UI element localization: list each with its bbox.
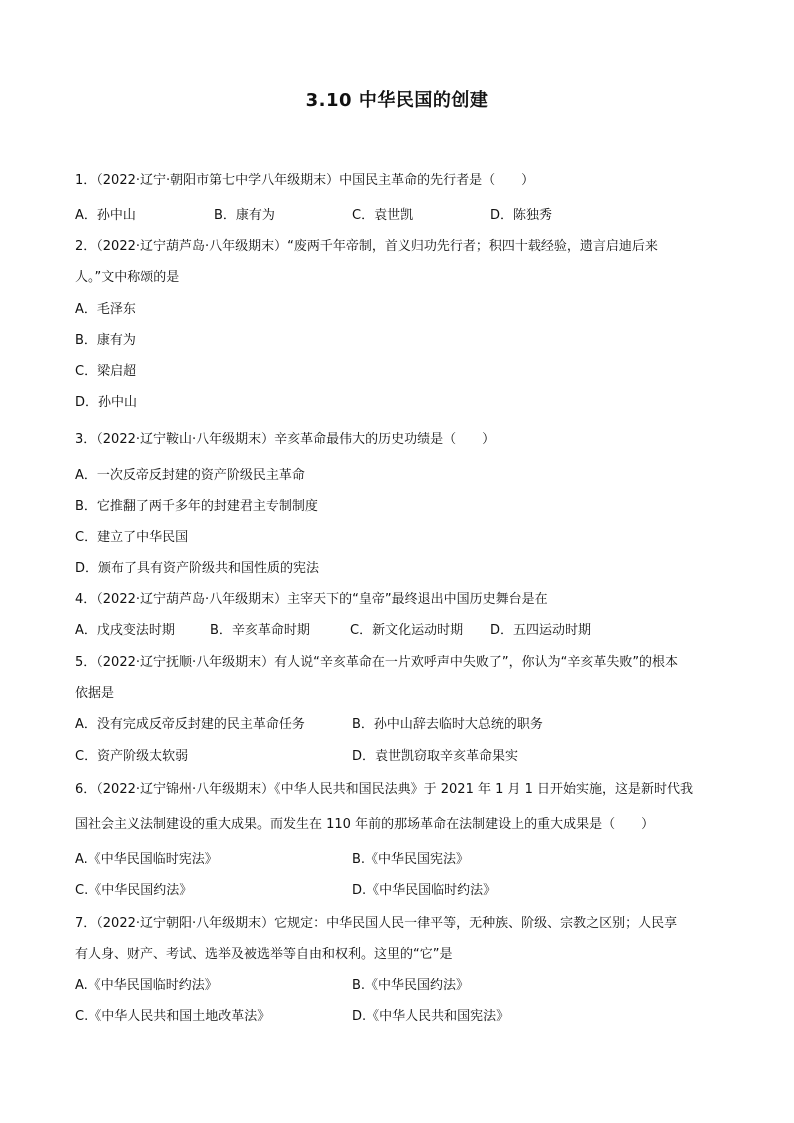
question-4-stem: 4．（2022·辽宁葫芦岛·八年级期末）主宰天下的“皇帝”最终退出中国历史舞台是在 bbox=[75, 592, 548, 607]
question-4-option-a: A．戊戌变法时期 bbox=[75, 623, 175, 638]
question-4-option-c: C．新文化运动时期 bbox=[350, 623, 464, 638]
question-1-option-c: C．袁世凯 bbox=[352, 208, 414, 223]
question-5-option-a: A．没有完成反帝反封建的民主革命任务 bbox=[75, 717, 305, 732]
question-1-option-a: A．孙中山 bbox=[75, 208, 136, 223]
question-1-option-d: D．陈独秀 bbox=[490, 208, 553, 223]
question-6-option-a: A.《中华民国临时宪法》 bbox=[75, 852, 218, 867]
question-5-option-b: B．孙中山辞去临时大总统的职务 bbox=[352, 717, 543, 732]
question-4-option-b: B．辛亥革命时期 bbox=[210, 623, 310, 638]
question-6-option-b: B.《中华民国宪法》 bbox=[352, 852, 470, 867]
question-7-option-b: B.《中华民国约法》 bbox=[352, 978, 470, 993]
question-7-stem-line-2: 有人身、财产、考试、选举及被选举等自由和权利。这里的“它”是 bbox=[75, 947, 453, 962]
question-6-option-d: D.《中华民国临时约法》 bbox=[352, 883, 497, 898]
question-6-stem-line-2: 国社会主义法制建设的重大成果。而发生在 110 年前的那场革命在法制建设上的重大成果是（ ） bbox=[75, 817, 655, 832]
question-5-option-d: D．袁世凯窃取辛亥革命果实 bbox=[352, 749, 519, 764]
question-3-option-c: C．建立了中华民国 bbox=[75, 530, 189, 545]
question-2-option-d: D．孙中山 bbox=[75, 395, 138, 410]
question-2-option-a: A．毛泽东 bbox=[75, 302, 136, 317]
question-2-stem-line-2: 人。”文中称颂的是 bbox=[75, 270, 180, 285]
question-2-stem-line-1: 2．（2022·辽宁葫芦岛·八年级期末）“废两千年帝制，首义归功先行者；积四十载经验，遗言启迪后来 bbox=[75, 239, 658, 254]
question-3-option-d: D．颁布了具有资产阶级共和国性质的宪法 bbox=[75, 561, 320, 576]
question-3-option-a: A．一次反帝反封建的资产阶级民主革命 bbox=[75, 468, 305, 483]
question-4-option-d: D．五四运动时期 bbox=[490, 623, 592, 638]
page-title: 3.10 中华民国的创建 bbox=[305, 90, 489, 111]
question-7-option-a: A.《中华民国临时约法》 bbox=[75, 978, 218, 993]
question-5-option-c: C．资产阶级太软弱 bbox=[75, 749, 189, 764]
question-3-option-b: B．它推翻了两千多年的封建君主专制制度 bbox=[75, 499, 318, 514]
question-3-stem: 3．（2022·辽宁鞍山·八年级期末）辛亥革命最伟大的历史功绩是（ ） bbox=[75, 432, 496, 447]
question-1-option-b: B．康有为 bbox=[214, 208, 275, 223]
question-7-option-c: C.《中华人民共和国土地改革法》 bbox=[75, 1009, 271, 1024]
question-5-stem-line-2: 依据是 bbox=[75, 686, 115, 701]
question-2-option-c: C．梁启超 bbox=[75, 364, 137, 379]
question-1-stem: 1．（2022·辽宁·朝阳市第七中学八年级期末）中国民主革命的先行者是（ ） bbox=[75, 173, 535, 188]
question-6-option-c: C.《中华民国约法》 bbox=[75, 883, 193, 898]
question-7-option-d: D.《中华人民共和国宪法》 bbox=[352, 1009, 510, 1024]
question-7-stem-line-1: 7．（2022·辽宁朝阳·八年级期末）它规定：中华民国人民一律平等，无种族、阶级、宗教之区别；人民享 bbox=[75, 916, 678, 931]
question-6-stem-line-1: 6．（2022·辽宁锦州·八年级期末）《中华人民共和国民法典》于 2021 年 1 月 1 日开始实施，这是新时代我 bbox=[75, 782, 694, 797]
question-5-stem-line-1: 5．（2022·辽宁抚顺·八年级期末）有人说“辛亥革命在一片欢呼声中失败了”，你认为“辛亥革失败”的根本 bbox=[75, 655, 679, 670]
question-2-option-b: B．康有为 bbox=[75, 333, 136, 348]
